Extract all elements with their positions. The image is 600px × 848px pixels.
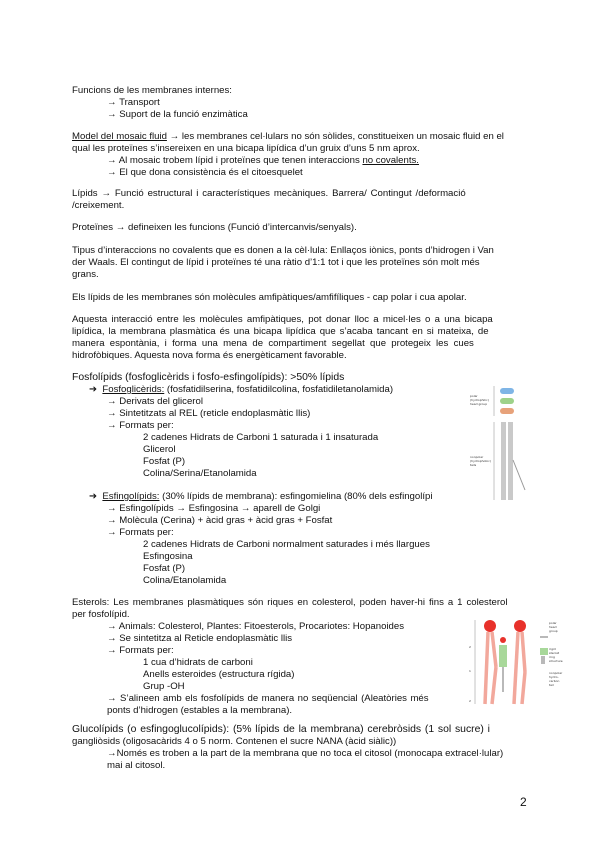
esfingo-item: → Esfingolípids → Esfingosina → aparell de Golgi xyxy=(107,503,321,514)
phosphate-shape xyxy=(500,408,514,414)
fosfogli-item: → Derivats del glicerol xyxy=(107,396,203,407)
esfingo-item: → Molècula (Cerina) + àcid gras + àcid gras + Fosfat xyxy=(107,515,333,526)
fosfogli-sub: Fosfat (P) xyxy=(143,456,186,467)
fosfogli-sub: 2 cadenes Hidrats de Carboni 1 saturada i 1 insaturada xyxy=(143,432,379,443)
head-group-shape xyxy=(500,388,514,394)
svg-text:steroid: steroid xyxy=(549,651,560,655)
svg-text:nonpolar: nonpolar xyxy=(549,671,563,675)
esfingo-sub: Fosfat (P) xyxy=(143,563,186,574)
model-line2: qual les proteïnes s’insereixen en una bicapa lipídica d’un gruix d’uns 5 nm aprox. xyxy=(72,143,420,154)
esfingo-item: → Formats per: xyxy=(107,527,174,538)
fosfogli-line: ➔ Fosfoglicèrids: (fosfatidilserina, fosfatidilcolina, fosfatidiletanolamida) xyxy=(89,384,394,395)
tipus-line3: grans. xyxy=(72,269,99,280)
fosfolipids-heading: Fosfolípids (fosfoglicèrids i fosfo-esfingolípids): >50% lípids xyxy=(72,372,345,383)
glucolipids-item-line2: mai al citosol. xyxy=(107,760,166,771)
glucolipids-line1: Glucolípids (o esfingoglucolípids): (5% lípids de la membrana) cerebròsids (1 sol sucre) i xyxy=(72,724,490,735)
svg-text:1: 1 xyxy=(469,669,471,673)
model-item1: → Al mosaic trobem lípid i proteïnes que tenen interaccions no covalents. xyxy=(107,155,419,166)
esfingo-sub: Esfingosina xyxy=(143,551,193,562)
svg-text:carbon: carbon xyxy=(549,679,560,683)
steroid-ring-shape xyxy=(499,645,507,667)
glycerol-shape xyxy=(500,398,514,404)
lipid-head-shape xyxy=(484,620,496,632)
fosfogli-sub: Colina/Serina/Etanolamida xyxy=(143,468,257,479)
phospholipid-figure xyxy=(470,380,560,505)
esfingo-line: ➔ Esfingolípids: (30% lípids de membrana): esfingomielina (80% dels esfingolípi xyxy=(89,491,433,502)
svg-text:hydro-: hydro- xyxy=(549,675,559,679)
esterols-line1: Esterols: Les membranes plasmàtiques són riques en colesterol, poden haver-hi fins a 1 colesterol xyxy=(72,597,508,608)
fosfogli-sub: Glicerol xyxy=(143,444,176,455)
funcions-item: → Transport xyxy=(107,97,160,108)
esterols-item: → Se sintetitza al Reticle endoplasmàtic llis xyxy=(107,633,293,644)
svg-text:ring: ring xyxy=(549,655,555,659)
svg-text:2: 2 xyxy=(469,699,471,703)
svg-text:structure: structure xyxy=(549,659,563,663)
page-number: 2 xyxy=(520,795,527,809)
esterols-item: → Animals: Colesterol, Plantes: Fitoesterols, Procariotes: Hopanoides xyxy=(107,621,405,632)
interaccio-line1: Aquesta interacció entre les molècules amfipàtiques, pot donar lloc a micel·les o a una bicapa xyxy=(72,314,493,325)
amfipatics-line: Els lípids de les membranes són molècules amfipàtiques/amfifíliques - cap polar i cua apolar. xyxy=(72,292,467,303)
esterols-align-line2: ponts d’hidrogen (estables a la membrana). xyxy=(107,705,293,716)
fosfogli-item: → Sintetitzats al REL (reticle endoplasmàtic llis) xyxy=(107,408,311,419)
cholesterol-oh-shape xyxy=(500,637,506,643)
funcions-item: → Suport de la funció enzimàtica xyxy=(107,109,248,120)
interaccio-line2: lipídica, la membrana plasmàtica és una bicapa lipídica que s’acaba tancant en si mateixa, de xyxy=(72,326,489,337)
svg-text:(hydrophilic): (hydrophilic) xyxy=(470,398,489,402)
svg-text:2: 2 xyxy=(469,645,471,649)
interaccio-line4: hidrofòbiques. Aquesta nova forma és energèticament favorable. xyxy=(72,350,347,361)
lipid-head-shape xyxy=(514,620,526,632)
svg-text:group: group xyxy=(549,629,558,633)
lipids-line2: /creixement. xyxy=(72,200,125,211)
esterols-align-line1: → S’alineen amb els fosfolípids de manera no seqüencial (Aleatòries més xyxy=(107,693,429,704)
glucolipids-item-line1: →Només es troben a la part de la membrana que no toca el citosol (monocapa extracel·lular) xyxy=(107,748,504,759)
tail-right-shape xyxy=(508,422,513,500)
proteines-line: Proteïnes → defineixen les funcions (Funció d’intercanvis/senyals). xyxy=(72,222,357,233)
cholesterol-figure xyxy=(465,612,575,712)
esterols-item: → Formats per: xyxy=(107,645,174,656)
fosfogli-item: → Formats per: xyxy=(107,420,174,431)
lipids-line1: Lípids → Funció estructural i característiques mecàniques. Barrera/ Contingut /deformació xyxy=(72,188,466,199)
esfingo-sub: 2 cadenes Hidrats de Carboni normalment saturades i més llargues xyxy=(143,539,430,550)
interaccio-line3: manera espontània, i forma una mena de compartiment segellat que protegeix les cues xyxy=(72,338,474,349)
svg-text:nonpolar: nonpolar xyxy=(470,455,484,459)
esterols-sub: 1 cua d’hidrats de carboni xyxy=(143,657,253,668)
tipus-line1: Tipus d’interaccions no covalents que es donen a la cèl·lula: Enllaços iònics, ponts d’hidrogen i Van xyxy=(72,245,494,256)
tipus-line2: der Waals. El contingut de lípid i proteïnes té una ràtio d’1:1 tot i que les proteïnes són molt més xyxy=(72,257,480,268)
model-item2: → El que dona consistència és el citoesquelet xyxy=(107,167,303,178)
svg-text:head group: head group xyxy=(470,402,488,406)
svg-text:tail: tail xyxy=(549,683,554,687)
svg-text:rigid: rigid xyxy=(549,647,556,651)
esterols-line2: per fosfolípid. xyxy=(72,609,130,620)
svg-text:head: head xyxy=(549,625,557,629)
glucolipids-line2: gangliòsids (oligosacàrids 4 o 5 norm. Contenen el sucre NANA (àcid siàlic)) xyxy=(72,736,397,747)
tail-left-shape xyxy=(501,422,506,500)
model-line1: Model del mosaic fluid → les membranes cel·lulars no són sòlides, constitueixen un mosaic fluid en el xyxy=(72,131,504,142)
esfingo-sub: Colina/Etanolamida xyxy=(143,575,227,586)
svg-text:polar: polar xyxy=(549,621,557,625)
svg-text:tails: tails xyxy=(470,463,477,467)
svg-text:polar: polar xyxy=(470,394,478,398)
esterols-sub: Grup -OH xyxy=(143,681,185,692)
funcions-heading: Funcions de les membranes internes: xyxy=(72,85,232,96)
svg-text:(hydrophobic): (hydrophobic) xyxy=(470,459,491,463)
model-term: Model del mosaic fluid xyxy=(72,131,167,142)
esterols-sub: Anells esteroides (estructura rígida) xyxy=(143,669,295,680)
